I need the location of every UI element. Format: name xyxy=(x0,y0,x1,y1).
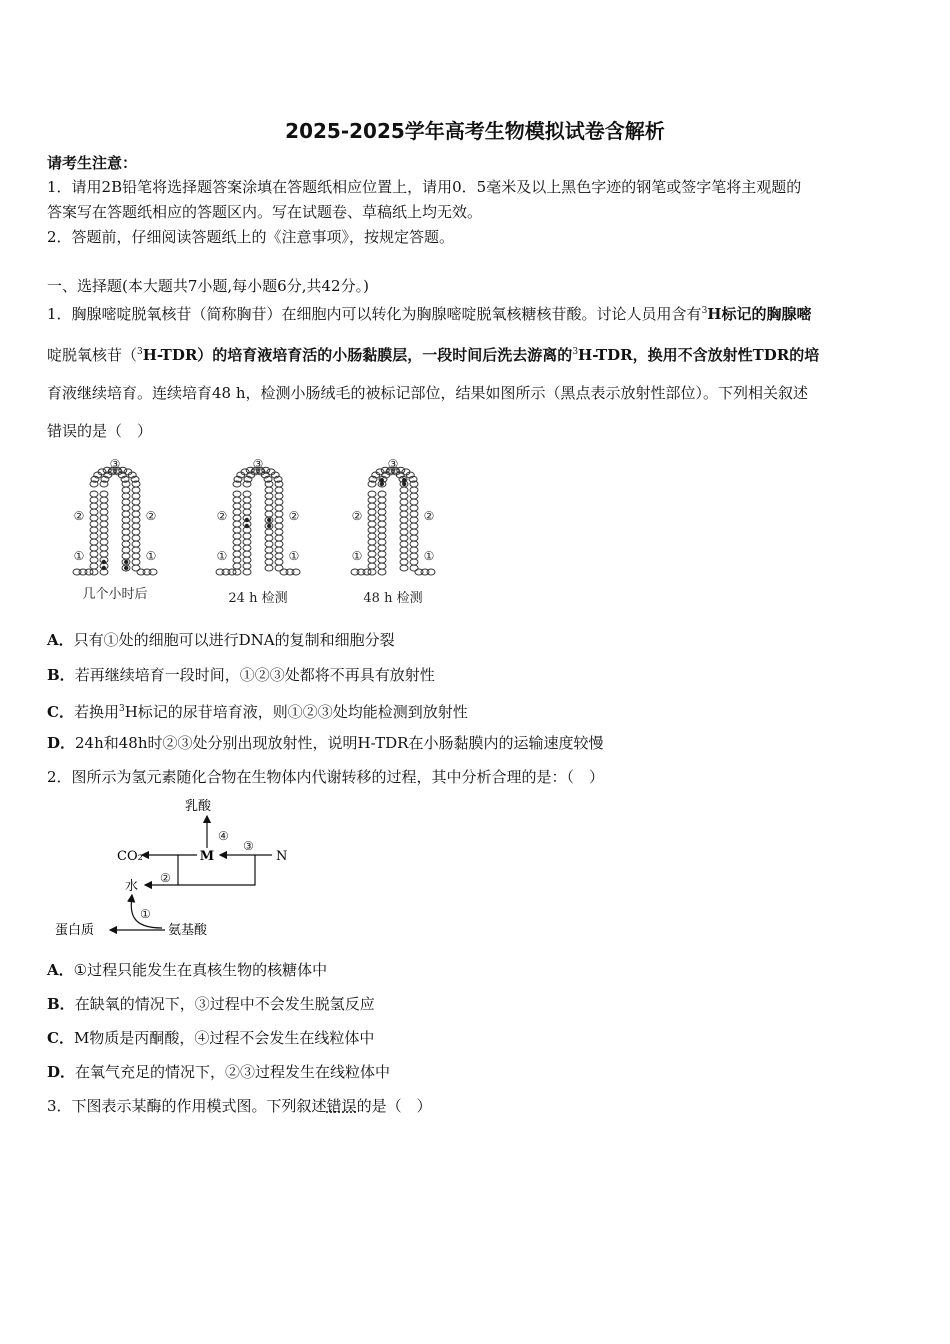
villus-cell xyxy=(410,553,418,559)
villus-cell xyxy=(351,569,359,575)
villus-cell xyxy=(132,547,140,553)
caption-24h: 24 h 检测 xyxy=(228,591,288,606)
villus-cell xyxy=(233,497,241,503)
villus-cell xyxy=(378,563,386,569)
villus-cell xyxy=(292,569,300,575)
villus-cell xyxy=(122,535,130,541)
region-label: ② xyxy=(423,509,435,523)
villus-cell xyxy=(410,505,418,511)
label-water: 水 xyxy=(125,879,139,894)
villus-cell xyxy=(100,491,108,497)
villus-cell xyxy=(400,565,408,571)
villus-cell xyxy=(275,511,283,517)
question-3-stem: 3．下图表示某酶的作用模式图。下列叙述错误的是（ ） xyxy=(47,1097,432,1115)
q1-option-d: D．24h和48h时②③处分别出现放射性，说明H-TDR在小肠黏膜内的运输速度较慢 xyxy=(47,734,604,752)
villus-cell xyxy=(410,487,418,493)
villus-cell xyxy=(90,545,98,551)
villus-cell xyxy=(90,497,98,503)
villus-cell xyxy=(100,497,108,503)
villus-cell xyxy=(233,539,241,545)
villus-cell xyxy=(368,533,376,539)
question-2-stem: 2．图所示为氢元素随化合物在生物体内代谢转移的过程，其中分析合理的是：（ ） xyxy=(47,768,605,786)
villus-cell xyxy=(100,503,108,509)
villus-cell xyxy=(100,545,108,551)
villus-cell xyxy=(122,541,130,547)
villus-cell xyxy=(233,491,241,497)
villus-cell xyxy=(265,541,273,547)
villus-cell xyxy=(90,557,98,563)
villus-cell xyxy=(233,503,241,509)
villus-2 xyxy=(216,457,300,575)
region-label: ③ xyxy=(109,457,121,471)
radioactive-dot xyxy=(402,478,406,482)
villus-cell xyxy=(90,551,98,557)
villus-cell xyxy=(410,535,418,541)
villus-cell xyxy=(265,499,273,505)
villus-cell xyxy=(410,499,418,505)
caption-48h: 48 h 检测 xyxy=(363,591,423,606)
villus-cell xyxy=(132,505,140,511)
step-2-label: ② xyxy=(160,871,171,885)
villus-cell xyxy=(410,523,418,529)
villus-cell xyxy=(100,533,108,539)
villus-cell xyxy=(400,529,408,535)
villus-cell xyxy=(368,521,376,527)
villus-cell xyxy=(378,551,386,557)
villus-cell xyxy=(378,569,386,575)
villus-cell xyxy=(275,547,283,553)
label-amino-acid: 氨基酸 xyxy=(168,923,208,938)
villus-1 xyxy=(73,457,157,575)
q2-option-b: B．在缺氧的情况下，③过程中不会发生脱氢反应 xyxy=(47,995,375,1013)
villus-cell xyxy=(100,515,108,521)
villus-cell xyxy=(122,523,130,529)
villus-cell xyxy=(427,569,435,575)
villus-cell xyxy=(400,553,408,559)
villus-cell xyxy=(243,539,251,545)
villus-cell xyxy=(400,541,408,547)
villus-cell xyxy=(132,523,140,529)
q1-option-a: A．只有①处的细胞可以进行DNA的复制和细胞分裂 xyxy=(47,631,395,649)
villus-cell xyxy=(132,553,140,559)
radioactive-dot xyxy=(102,566,106,570)
villus-cell xyxy=(233,545,241,551)
villus-cell xyxy=(378,557,386,563)
villus-cell xyxy=(275,523,283,529)
villus-cell xyxy=(233,533,241,539)
villus-cell xyxy=(410,529,418,535)
villus-cell xyxy=(122,487,130,493)
q1-option-c: C．若换用$^3$H标记的尿苷培育液，则①②③处均能检测到放射性 xyxy=(47,703,468,721)
villus-cell xyxy=(265,553,273,559)
villus-cell xyxy=(243,497,251,503)
villus-cell xyxy=(378,521,386,527)
villus-cell xyxy=(243,557,251,563)
villus-cell xyxy=(216,569,224,575)
region-label: ② xyxy=(351,509,363,523)
region-label: ② xyxy=(216,509,228,523)
villus-cell xyxy=(243,491,251,497)
villus-cell xyxy=(90,515,98,521)
villus-cell xyxy=(265,535,273,541)
villi-figure xyxy=(60,450,460,610)
radioactive-dot xyxy=(245,524,249,528)
villus-cell xyxy=(122,511,130,517)
villus-cell xyxy=(368,497,376,503)
villus-cell xyxy=(400,517,408,523)
villus-cell xyxy=(132,535,140,541)
villus-cell xyxy=(233,509,241,515)
villus-cell xyxy=(132,529,140,535)
region-label: ① xyxy=(423,549,435,563)
villus-3 xyxy=(351,457,435,575)
villus-cell xyxy=(73,569,81,575)
notice-line-3: 2．答题前，仔细阅读答题纸上的《注意事项》，按规定答题。 xyxy=(47,228,455,246)
radioactive-dot xyxy=(267,518,271,522)
villus-cell xyxy=(275,553,283,559)
question-1-stem: 1．胸腺嘧啶脱氧核苷（简称胸苷）在细胞内可以转化为胸腺嘧啶脱氧核糖核苷酸。讨论人员用含有$^3$H标记的胸腺嘧 啶脱氧核苷（$^3$H-TDR）的培育液培育活的小肠黏膜层，一段时间后洗去游离的$^3$H-TDR，换用不含放射性TDR的培 育液继续培育。连续培育48 h，检测小肠绒毛的被标记部位，结果如图所示（黑点表示放射性部位）。下列相关叙述 错误的是（ ） xyxy=(47,305,820,440)
villus-cell xyxy=(400,505,408,511)
villus-cell xyxy=(400,493,408,499)
villus-cell xyxy=(378,509,386,515)
radioactive-dot xyxy=(380,478,384,482)
villus-cell xyxy=(368,491,376,497)
radioactive-dot xyxy=(124,566,128,570)
villus-cell xyxy=(400,487,408,493)
label-N: N xyxy=(276,849,288,864)
villus-cell xyxy=(410,559,418,565)
villus-cell xyxy=(132,559,140,565)
radioactive-dot xyxy=(267,524,271,528)
villus-cell xyxy=(90,539,98,545)
notice-line-2: 答案写在答题纸相应的答题区内。写在试题卷、草稿纸上均无效。 xyxy=(47,203,483,221)
villus-cell xyxy=(90,521,98,527)
villus-cell xyxy=(243,545,251,551)
villus-cell xyxy=(368,539,376,545)
region-label: ① xyxy=(216,549,228,563)
villus-cell xyxy=(368,509,376,515)
villus-cell xyxy=(265,487,273,493)
villus-cell xyxy=(275,541,283,547)
label-M: M xyxy=(199,849,215,864)
villus-cell xyxy=(265,505,273,511)
page-title: 2025-2025学年高考生物模拟试卷含解析 xyxy=(285,119,665,143)
villus-cell xyxy=(122,505,130,511)
villus-cell xyxy=(378,491,386,497)
villus-cell xyxy=(378,539,386,545)
villus-cell xyxy=(243,533,251,539)
villus-cell xyxy=(90,503,98,509)
villus-cell xyxy=(410,547,418,553)
villus-cell xyxy=(265,547,273,553)
step-1-label: ① xyxy=(140,907,151,921)
villus-cell xyxy=(265,511,273,517)
villus-cell xyxy=(132,511,140,517)
label-lactic-acid: 乳酸 xyxy=(184,799,212,814)
villus-cell xyxy=(265,493,273,499)
villus-cell xyxy=(233,557,241,563)
notice-heading: 请考生注意： xyxy=(47,154,138,172)
villus-cell xyxy=(122,553,130,559)
villus-cell xyxy=(378,527,386,533)
villus-cell xyxy=(410,517,418,523)
region-label: ② xyxy=(73,509,85,523)
villus-cell xyxy=(100,521,108,527)
villus-cell xyxy=(122,499,130,505)
notice-line-1: 1．请用2B铅笔将选择题答案涂填在答题纸相应位置上，请用0．5毫米及以上黑色字迹的钢笔或签字笔将主观题的 xyxy=(47,178,802,196)
emphasis-wrong: 错误 xyxy=(326,1097,357,1115)
q1-option-b: B．若再继续培育一段时间，①②③处都将不再具有放射性 xyxy=(47,666,435,684)
villus-cell xyxy=(233,569,241,575)
villus-cell xyxy=(275,499,283,505)
q2-option-a: A．①过程只能发生在真核生物的核糖体中 xyxy=(47,961,328,979)
villus-cell xyxy=(275,535,283,541)
villus-cell xyxy=(378,533,386,539)
villus-cell xyxy=(378,503,386,509)
villus-cell xyxy=(122,493,130,499)
villus-cell xyxy=(90,569,98,575)
villus-cell xyxy=(243,509,251,515)
villus-cell xyxy=(100,509,108,515)
villus-cell xyxy=(275,529,283,535)
radioactive-dot xyxy=(380,482,384,486)
region-label: ③ xyxy=(387,457,399,471)
caption-few-hours: 几个小时后 xyxy=(82,587,148,602)
villus-cell xyxy=(400,535,408,541)
villus-cell xyxy=(90,533,98,539)
villus-cell xyxy=(233,527,241,533)
villus-cell xyxy=(265,565,273,571)
villus-cell xyxy=(132,493,140,499)
villus-cell xyxy=(275,487,283,493)
villus-cell xyxy=(400,547,408,553)
region-label: ② xyxy=(288,509,300,523)
region-label: ① xyxy=(73,549,85,563)
villus-cell xyxy=(368,503,376,509)
villus-cell xyxy=(100,539,108,545)
radioactive-dot xyxy=(124,560,128,564)
region-label: ① xyxy=(351,549,363,563)
villus-cell xyxy=(122,547,130,553)
villus-cell xyxy=(275,493,283,499)
q2-option-c: C．M物质是丙酮酸，④过程不会发生在线粒体中 xyxy=(47,1029,375,1047)
villus-cell xyxy=(132,565,140,571)
villus-cell xyxy=(368,551,376,557)
region-label: ① xyxy=(288,549,300,563)
villus-cell xyxy=(265,559,273,565)
villus-cell xyxy=(100,527,108,533)
villus-cell xyxy=(122,529,130,535)
villus-cell xyxy=(90,563,98,569)
villus-cell xyxy=(243,563,251,569)
villus-cell xyxy=(368,563,376,569)
villus-cell xyxy=(400,523,408,529)
radioactive-dot xyxy=(402,482,406,486)
step-4-label: ④ xyxy=(218,829,229,843)
q2-option-d: D．在氧气充足的情况下，②③过程发生在线粒体中 xyxy=(47,1063,391,1081)
villus-cell xyxy=(233,515,241,521)
villus-cell xyxy=(243,569,251,575)
villus-cell xyxy=(378,497,386,503)
villus-cell xyxy=(243,503,251,509)
villus-cell xyxy=(90,509,98,515)
villus-cell xyxy=(90,491,98,497)
villus-cell xyxy=(233,521,241,527)
villus-cell xyxy=(275,517,283,523)
region-label: ② xyxy=(145,509,157,523)
villus-cell xyxy=(243,551,251,557)
villus-cell xyxy=(400,559,408,565)
step-3-label: ③ xyxy=(243,839,254,853)
villus-cell xyxy=(400,499,408,505)
villus-cell xyxy=(265,529,273,535)
villus-cell xyxy=(378,545,386,551)
villus-cell xyxy=(122,517,130,523)
villus-cell xyxy=(275,505,283,511)
villus-cell xyxy=(132,499,140,505)
villus-cell xyxy=(100,551,108,557)
region-label: ③ xyxy=(252,457,264,471)
villus-cell xyxy=(233,563,241,569)
villus-cell xyxy=(132,541,140,547)
villus-cell xyxy=(410,493,418,499)
villus-cell xyxy=(149,569,157,575)
radioactive-dot xyxy=(245,518,249,522)
label-co2: CO₂ xyxy=(117,849,143,864)
villus-cell xyxy=(275,565,283,571)
villus-cell xyxy=(400,511,408,517)
villus-cell xyxy=(275,559,283,565)
metabolism-diagram xyxy=(50,792,310,952)
villus-cell xyxy=(90,527,98,533)
villus-cell xyxy=(410,511,418,517)
villus-cell xyxy=(233,551,241,557)
villus-cell xyxy=(368,527,376,533)
villus-cell xyxy=(368,557,376,563)
radioactive-dot xyxy=(102,560,106,564)
villus-cell xyxy=(410,541,418,547)
villus-cell xyxy=(368,569,376,575)
villus-cell xyxy=(410,565,418,571)
section-heading: 一、选择题(本大题共7小题,每小题6分,共42分。) xyxy=(47,277,369,295)
villus-cell xyxy=(368,545,376,551)
label-protein: 蛋白质 xyxy=(55,923,95,938)
villus-cell xyxy=(368,515,376,521)
villus-cell xyxy=(378,515,386,521)
region-label: ① xyxy=(145,549,157,563)
villus-cell xyxy=(132,517,140,523)
villus-cell xyxy=(132,487,140,493)
